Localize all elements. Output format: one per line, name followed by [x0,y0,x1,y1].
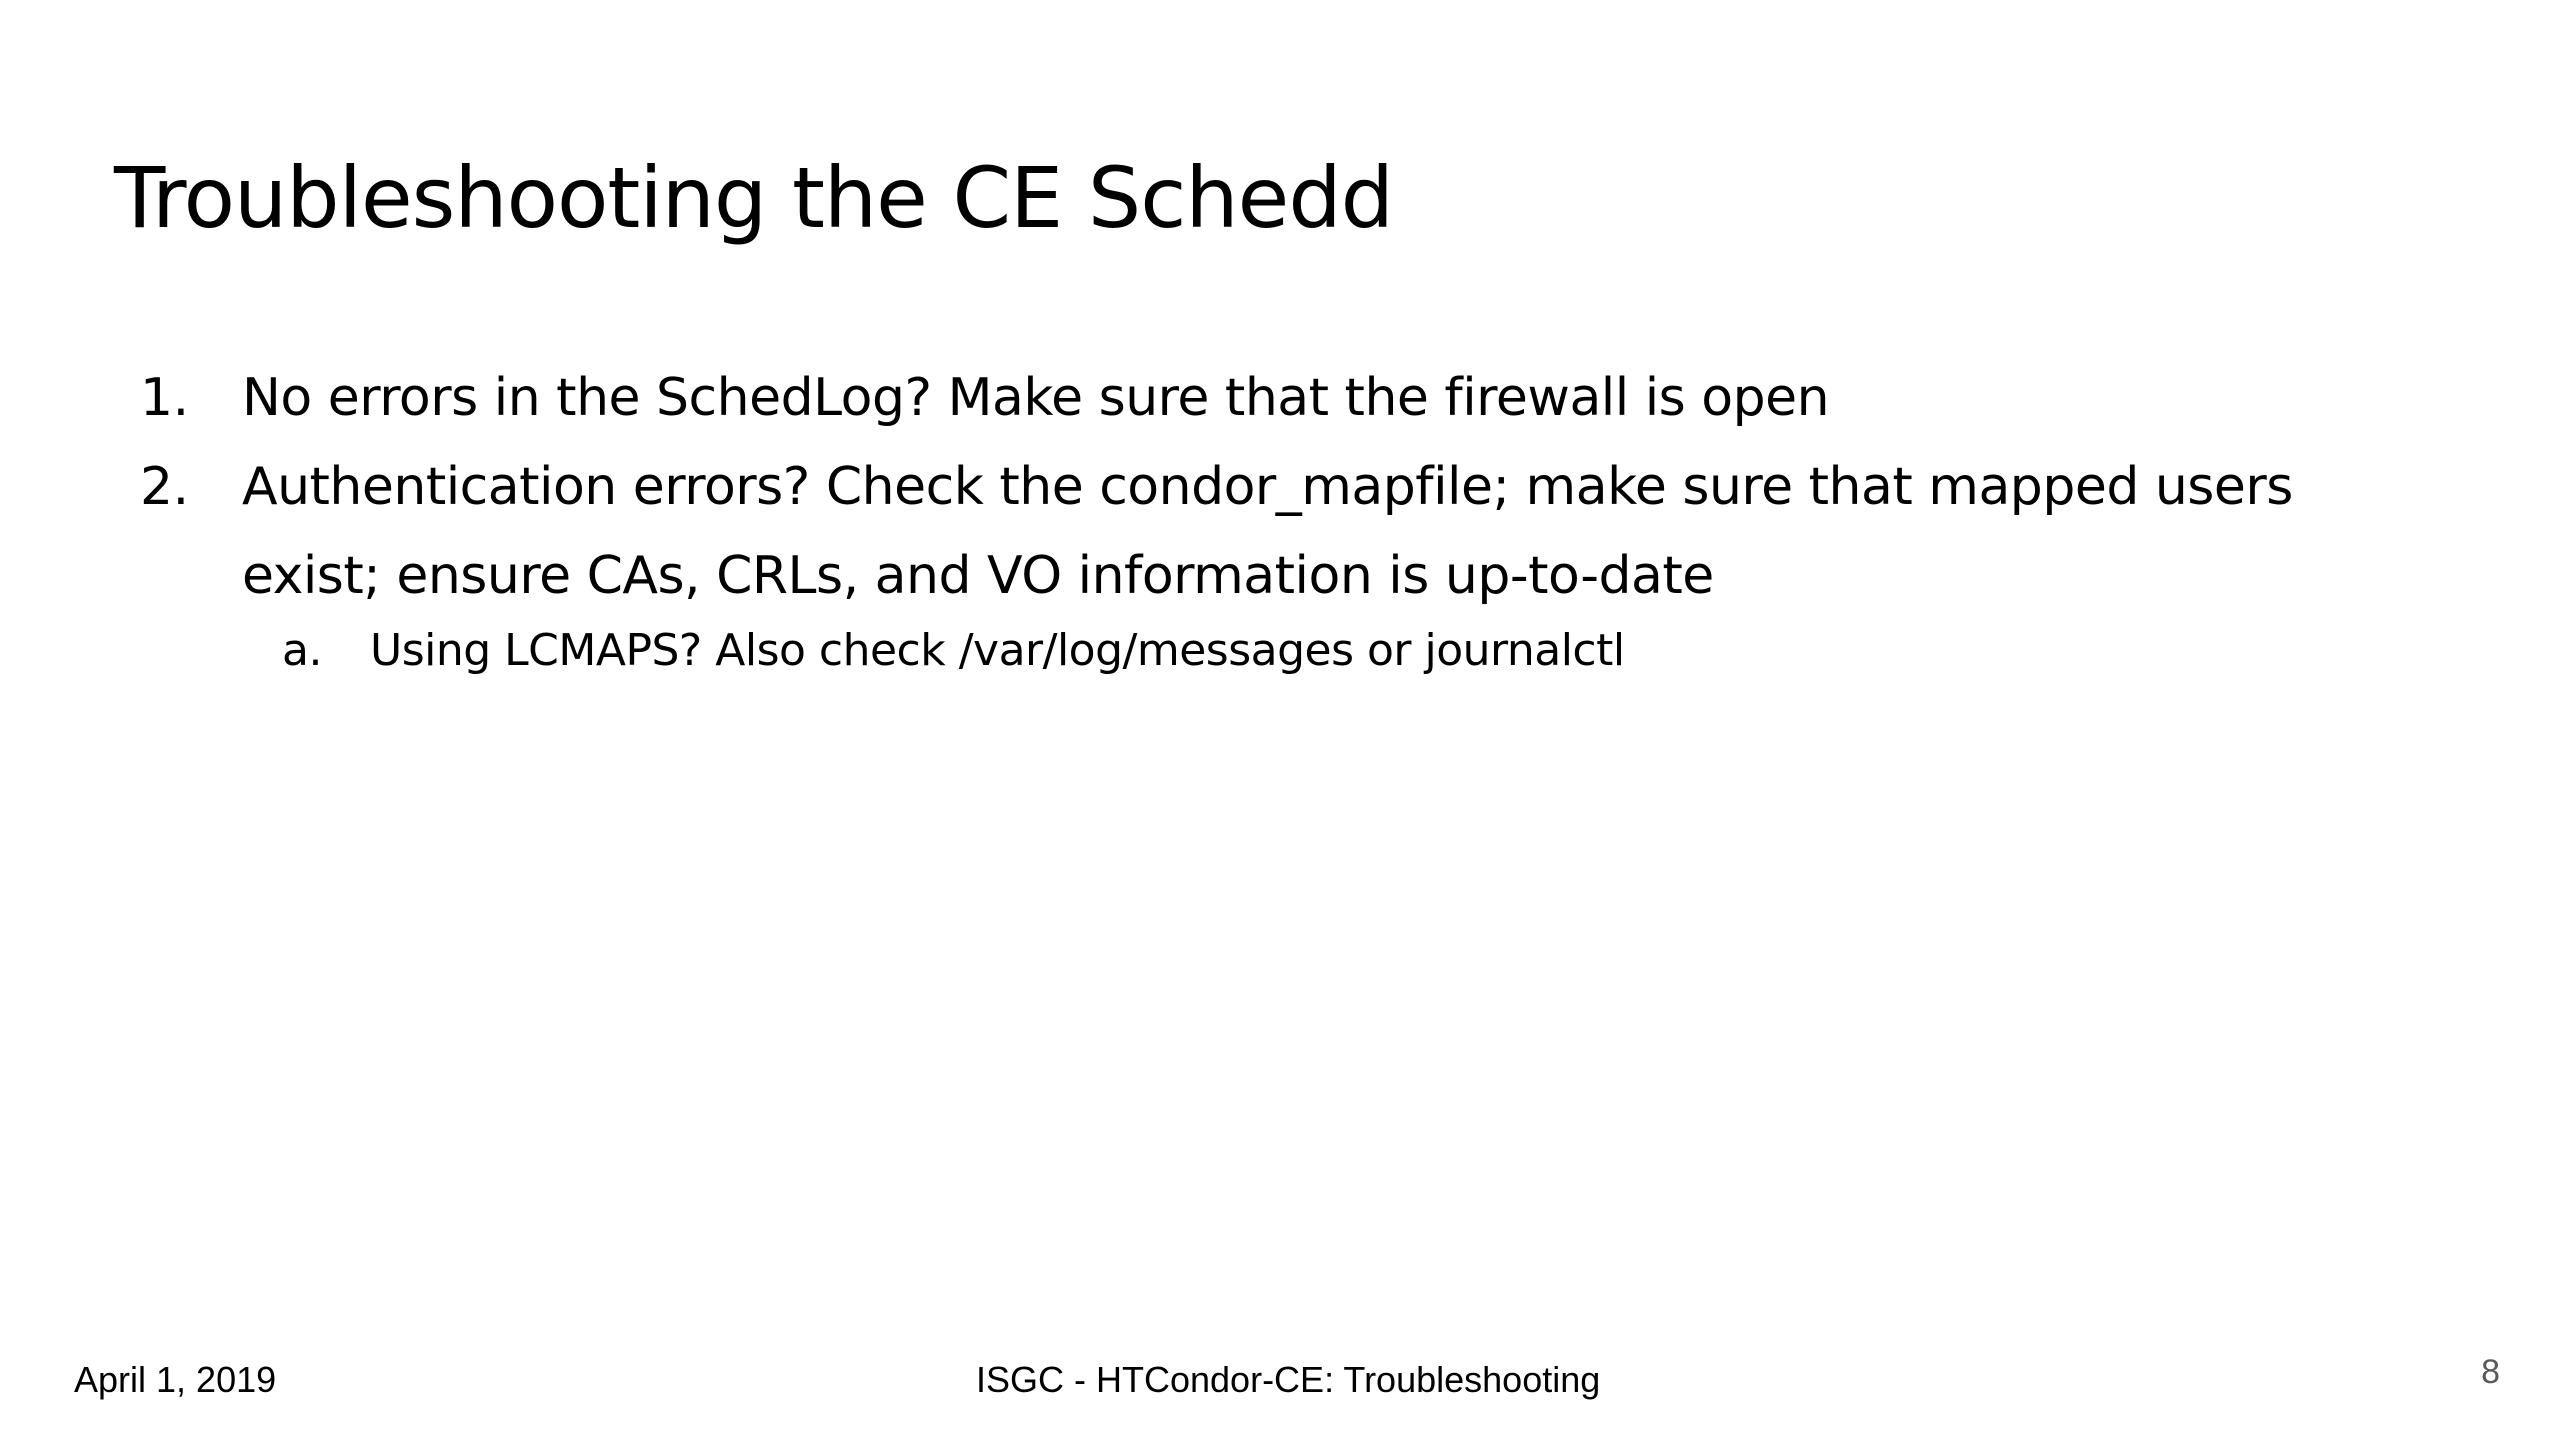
list-item-text: No errors in the SchedLog? Make sure that the firewall is open [242,368,1830,428]
sub-list-item-letter: a. [282,625,322,676]
footer-date: April 1, 2019 [74,1359,277,1400]
list-item-text: Authentication errors? Check the condor_mapfile; make sure that mapped users exist; ensure CAs, CRLs, and VO information is up-to-date [242,457,2293,606]
list-item-number: 1. [140,368,189,428]
list-item-number: 2. [140,457,189,517]
slide-title: Troubleshooting the CE Schedd [114,149,1393,247]
footer-title: ISGC - HTCondor-CE: Troubleshooting [976,1359,1601,1400]
list-item [140,443,2440,681]
sub-list-item-text: Using LCMAPS? Also check /var/log/messages or journalctl [370,625,1625,676]
sub-list-item [242,621,2440,681]
sub-bullet-list [242,621,2440,681]
bullet-list [140,354,2440,681]
slide-number: 8 [2481,1353,2500,1391]
list-item [140,354,2440,443]
